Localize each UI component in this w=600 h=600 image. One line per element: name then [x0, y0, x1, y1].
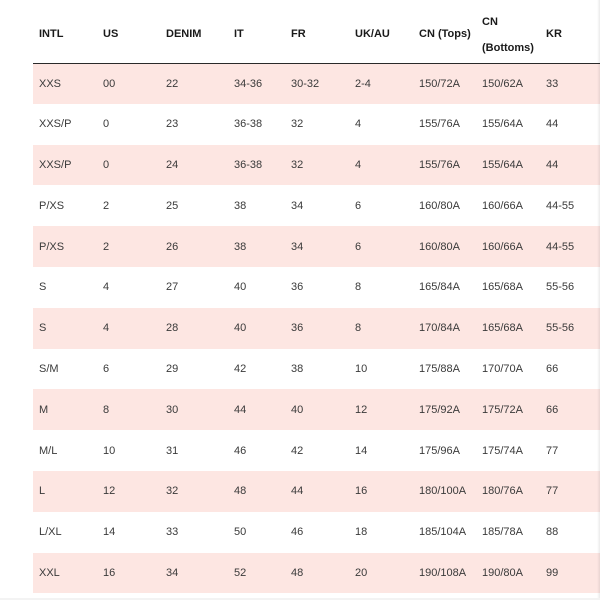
cell-denim: 26 [160, 226, 228, 267]
cell-us: 14 [103, 526, 116, 539]
cell-cn-bottoms: 165/68A [482, 281, 523, 294]
cell-intl: L [33, 471, 97, 512]
cell-kr: 77 [546, 444, 559, 457]
cell-us: 4 [103, 281, 110, 294]
table-row [33, 63, 600, 104]
cell-uk-au: 2-4 [349, 63, 413, 104]
cell-kr: 44 [540, 145, 600, 186]
cell-it: 40 [234, 281, 247, 294]
cell-kr: 55-56 [546, 281, 575, 294]
table-row [33, 471, 600, 512]
cell-fr: 38 [291, 362, 304, 375]
table-row [33, 430, 600, 471]
cell-uk-au: 4 [355, 118, 362, 131]
cell-uk-au: 6 [355, 199, 362, 212]
cell-kr: 88 [546, 526, 559, 539]
cell-intl: M [33, 389, 97, 430]
cell-kr: 77 [540, 471, 600, 512]
table-row [33, 226, 600, 267]
cell-denim: 31 [166, 444, 179, 457]
table-row [33, 267, 600, 308]
header-it: IT [228, 6, 285, 63]
cell-cn-bottoms: 180/76A [476, 471, 540, 512]
header-cn-bottoms-line1: CN [482, 16, 498, 29]
cell-fr: 36 [285, 308, 349, 349]
cell-cn-bottoms: 155/64A [482, 118, 523, 131]
cell-it: 46 [234, 444, 247, 457]
cell-it: 52 [228, 553, 285, 594]
cell-cn-tops: 175/96A [419, 444, 460, 457]
cell-intl: XXS/P [39, 118, 72, 131]
cell-uk-au: 10 [355, 362, 368, 375]
cell-us: 2 [103, 199, 110, 212]
cell-cn-tops: 190/108A [413, 553, 476, 594]
cell-kr: 44-55 [540, 226, 600, 267]
table-row [33, 104, 600, 145]
header-row [33, 6, 600, 63]
cell-cn-bottoms: 160/66A [476, 226, 540, 267]
cell-denim: 23 [166, 118, 179, 131]
table-row [33, 553, 600, 594]
header-cn-bottoms [476, 6, 540, 63]
cell-intl: M/L [39, 444, 58, 457]
cell-kr: 44-55 [546, 199, 575, 212]
cell-fr: 34 [285, 226, 349, 267]
cell-denim: 33 [166, 526, 179, 539]
cell-cn-bottoms: 155/64A [476, 145, 540, 186]
cell-cn-bottoms: 190/80A [476, 553, 540, 594]
cell-intl: S [39, 281, 47, 294]
header-fr: FR [285, 6, 349, 63]
cell-cn-tops: 155/76A [413, 145, 476, 186]
cell-denim: 29 [166, 362, 179, 375]
cell-fr: 32 [285, 145, 349, 186]
cell-uk-au: 6 [349, 226, 413, 267]
table-header [33, 6, 600, 63]
table-row [33, 512, 600, 553]
cell-cn-tops: 150/72A [413, 63, 476, 104]
cell-kr: 55-56 [540, 308, 600, 349]
cell-us: 4 [97, 308, 160, 349]
header-kr: KR [540, 6, 600, 63]
cell-uk-au: 14 [355, 444, 368, 457]
header-uk-au: UK/AU [349, 6, 413, 63]
cell-cn-bottoms: 160/66A [482, 199, 523, 212]
cell-cn-tops: 180/100A [413, 471, 476, 512]
cell-fr: 48 [285, 553, 349, 594]
cell-uk-au: 18 [355, 526, 368, 539]
cell-cn-tops: 175/92A [413, 389, 476, 430]
table-body [33, 63, 600, 593]
cell-uk-au: 20 [349, 553, 413, 594]
cell-cn-bottoms: 185/78A [482, 526, 523, 539]
header-cn-bottoms-line2: (Bottoms) [482, 42, 534, 55]
cell-us: 2 [97, 226, 160, 267]
size-conversion-table [33, 6, 600, 593]
cell-intl: L/XL [39, 526, 62, 539]
cell-intl: S/M [39, 362, 59, 375]
cell-uk-au: 8 [349, 308, 413, 349]
cell-fr: 42 [291, 444, 304, 457]
cell-it: 38 [234, 199, 247, 212]
cell-cn-tops: 160/80A [419, 199, 460, 212]
cell-it: 38 [228, 226, 285, 267]
cell-it: 44 [228, 389, 285, 430]
header-us: US [97, 6, 160, 63]
cell-fr: 46 [291, 526, 304, 539]
cell-it: 40 [228, 308, 285, 349]
cell-fr: 44 [285, 471, 349, 512]
cell-us: 16 [97, 553, 160, 594]
cell-it: 42 [234, 362, 247, 375]
cell-intl: XXS [33, 63, 97, 104]
table-row [33, 349, 600, 390]
header-intl: INTL [33, 6, 97, 63]
cell-denim: 32 [160, 471, 228, 512]
table-row [33, 145, 600, 186]
cell-denim: 24 [160, 145, 228, 186]
cell-it: 50 [234, 526, 247, 539]
cell-kr: 44 [546, 118, 559, 131]
cell-denim: 25 [166, 199, 179, 212]
table-row [33, 308, 600, 349]
cell-intl: XXL [33, 553, 97, 594]
cell-kr: 33 [540, 63, 600, 104]
cell-uk-au: 4 [349, 145, 413, 186]
cell-kr: 66 [540, 389, 600, 430]
cell-cn-bottoms: 165/68A [476, 308, 540, 349]
cell-it: 34-36 [228, 63, 285, 104]
cell-fr: 36 [291, 281, 304, 294]
cell-denim: 30 [160, 389, 228, 430]
cell-uk-au: 12 [349, 389, 413, 430]
cell-cn-tops: 175/88A [419, 362, 460, 375]
cell-us: 0 [97, 145, 160, 186]
cell-us: 6 [103, 362, 110, 375]
cell-us: 10 [103, 444, 116, 457]
cell-fr: 34 [291, 199, 304, 212]
cell-denim: 27 [166, 281, 179, 294]
cell-intl: S [33, 308, 97, 349]
cell-it: 36-38 [234, 118, 263, 131]
cell-denim: 34 [160, 553, 228, 594]
cell-cn-tops: 165/84A [419, 281, 460, 294]
cell-us: 8 [97, 389, 160, 430]
cell-cn-tops: 170/84A [413, 308, 476, 349]
cell-cn-tops: 160/80A [413, 226, 476, 267]
cell-cn-tops: 155/76A [419, 118, 460, 131]
cell-denim: 28 [160, 308, 228, 349]
cell-uk-au: 16 [349, 471, 413, 512]
cell-cn-bottoms: 175/74A [482, 444, 523, 457]
table-row [33, 389, 600, 430]
cell-cn-bottoms: 150/62A [476, 63, 540, 104]
cell-intl: P/XS [39, 199, 65, 212]
cell-cn-bottoms: 175/72A [476, 389, 540, 430]
cell-kr: 99 [540, 553, 600, 594]
cell-fr: 30-32 [285, 63, 349, 104]
cell-uk-au: 8 [355, 281, 362, 294]
cell-fr: 32 [291, 118, 304, 131]
cell-intl: XXS/P [33, 145, 97, 186]
cell-it: 36-38 [228, 145, 285, 186]
cell-fr: 40 [285, 389, 349, 430]
header-cn-tops: CN (Tops) [413, 6, 476, 63]
cell-denim: 22 [160, 63, 228, 104]
table-row [33, 185, 600, 226]
cell-us: 0 [103, 118, 110, 131]
cell-us: 00 [97, 63, 160, 104]
cell-kr: 66 [546, 362, 559, 375]
cell-cn-tops: 185/104A [419, 526, 467, 539]
cell-us: 12 [97, 471, 160, 512]
cell-cn-bottoms: 170/70A [482, 362, 523, 375]
cell-intl: P/XS [33, 226, 97, 267]
header-denim: DENIM [160, 6, 228, 63]
cell-it: 48 [228, 471, 285, 512]
